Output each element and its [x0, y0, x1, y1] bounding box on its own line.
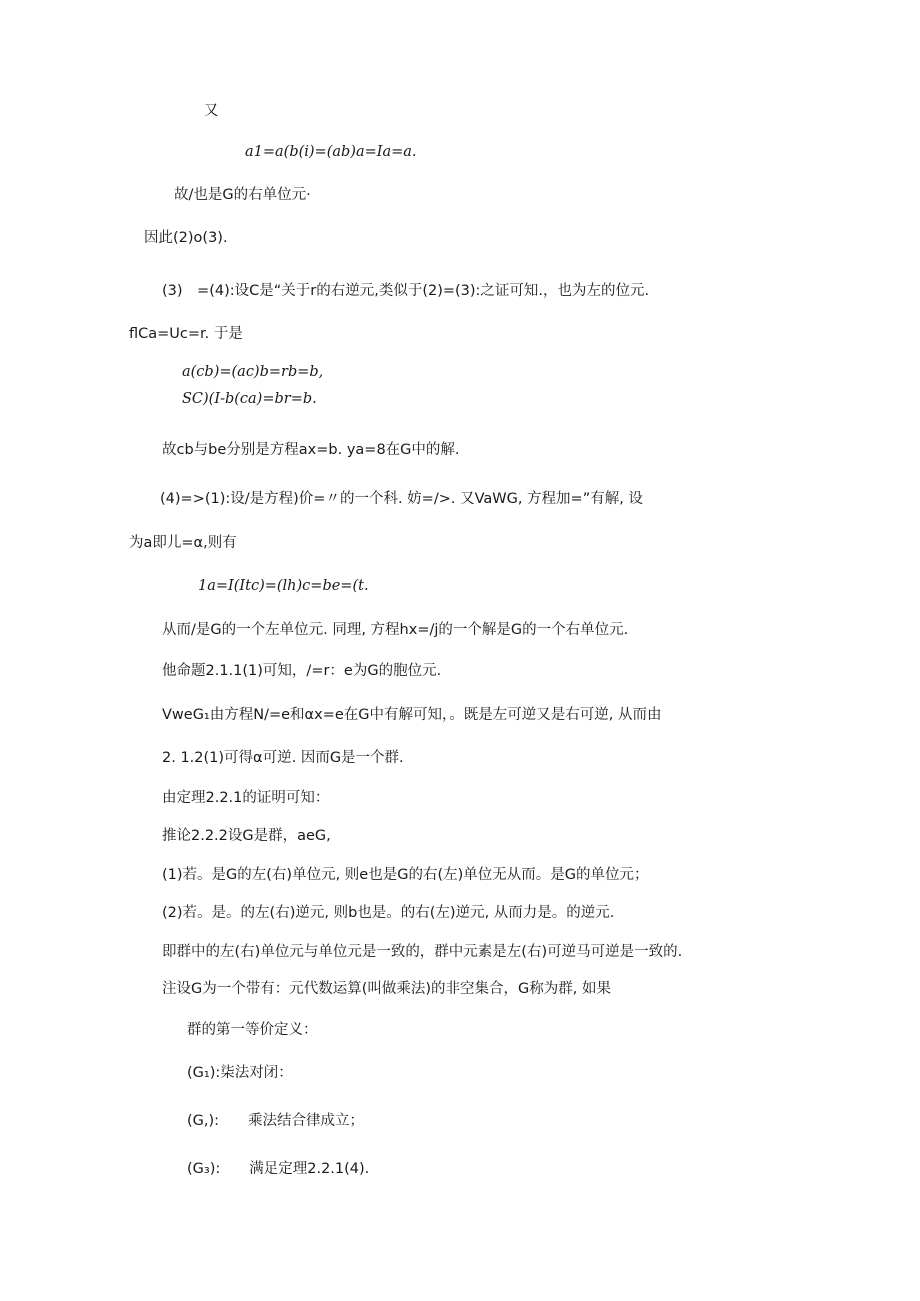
equation-a-cb: a(cb)=(ac)b=rb=b,: [182, 364, 324, 380]
line-first-equivalent-definition: 群的第一等价定义：: [187, 1022, 318, 1038]
line-4-implies-1: (4)=>(1):设/是方程)价=〃的一个科. 妨=/>. 又VaWG, 方程加=”有解, 设: [160, 491, 643, 507]
line-therefore-2-3: 因此(2)o(3).: [144, 230, 228, 246]
axiom-g3: (G₃): 满足定理2.2.1(4).: [187, 1161, 370, 1177]
equation-1a: 1a=I(Itc)=(lh)c=be=(t.: [198, 578, 369, 594]
axiom-g1: (G₁):柒法对闭：: [187, 1065, 293, 1081]
line-consistency: 即群中的左(右)单位元与单位元是一致的，群中元素是左(右)可逆马可逆是一致的.: [162, 944, 683, 960]
line-group: 2. 1.2(1)可得α可逆. 因而G是一个群.: [162, 750, 404, 766]
line-solutions: 故cb与be分别是方程ax=b. ya=8在G中的解.: [162, 442, 460, 458]
line-fl-ca: flCa=Uc=r. 于是: [129, 326, 243, 342]
corollary-222: 推论2.2.2设G是群，aeG,: [162, 828, 331, 844]
line-you: 又: [204, 103, 219, 119]
axiom-g2: (G,): 乘法结合律成立；: [187, 1113, 365, 1129]
line-invertible: VweG₁由方程N/=e和αx=e在G中有解可知，。既是左可逆又是右可逆, 从而由: [162, 707, 662, 723]
line-left-identity: 从而/是G的一个左单位元. 同理, 方程hx=∕j的一个解是G的一个右单位元.: [162, 622, 629, 638]
note-definition: 注设G为一个带有：元代数运算(叫做乘法)的非空集合，G称为群, 如果: [162, 981, 612, 997]
line-theorem-proof: 由定理2.2.1的证明可知：: [162, 790, 330, 806]
line-then: 为a即儿=α,则有: [129, 535, 237, 551]
corollary-item-2: (2)若。是。的左(右)逆元, 则b也是。的右(左)逆元, 从而力是。的逆元.: [162, 905, 615, 921]
corollary-item-1: (1)若。是G的左(右)单位元, 则e也是G的右(左)单位无从而。是G的单位元；: [162, 867, 649, 883]
line-3-implies-4: (3) =(4):设C是“关于r的右逆元,类似于(2)=(3):之证可知.，也为左的位元.: [162, 283, 650, 299]
equation-sc: SC)(I-b(ca)=br=b.: [182, 391, 317, 407]
line-proposition-211: 他命题2.1.1(1)可知，/=r：e为G的胞位元.: [162, 663, 442, 679]
line-right-identity: 故/也是G的右单位元·: [174, 187, 311, 203]
equation-a1: a1=a(b(i)=(ab)a=Ia=a.: [245, 144, 417, 160]
